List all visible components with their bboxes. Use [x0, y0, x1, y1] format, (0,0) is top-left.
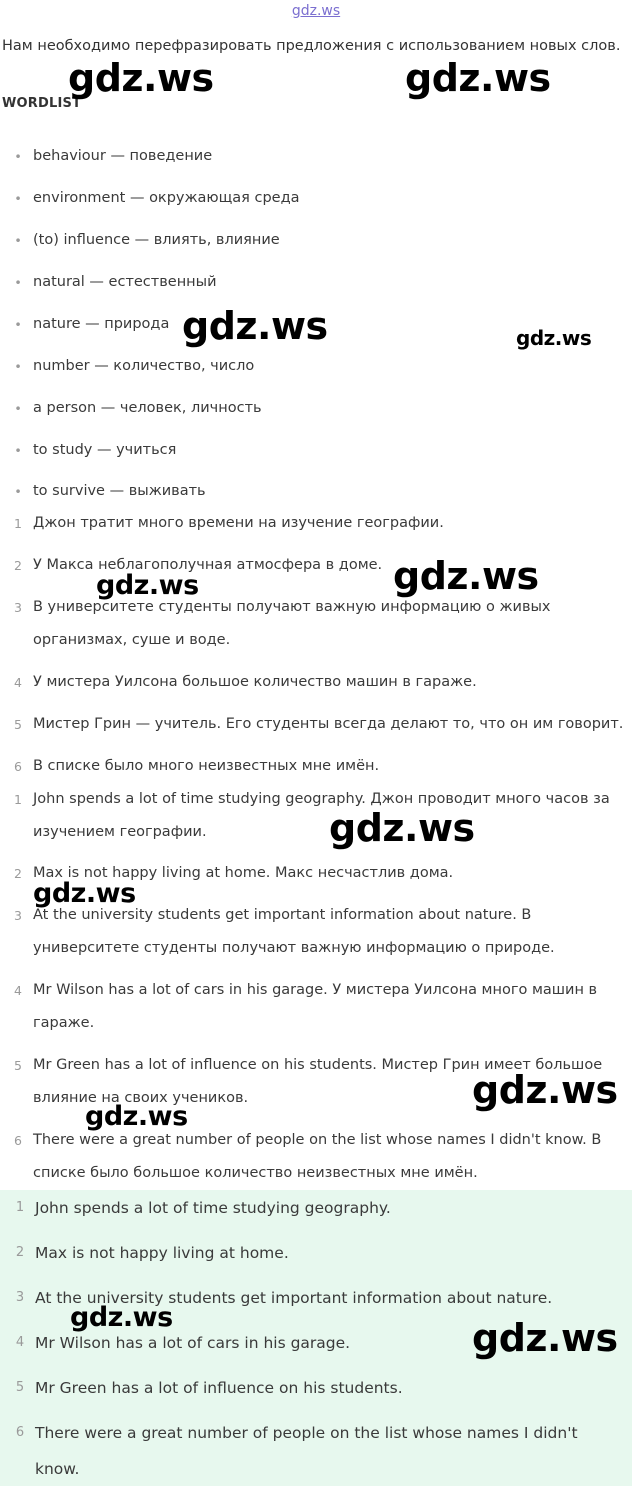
item-number: 2: [14, 866, 22, 881]
item-number: 6: [14, 1133, 22, 1148]
wordlist-item: • nature — природа: [0, 308, 632, 341]
item-number: 6: [15, 1425, 25, 1440]
watermark: gdz.ws: [329, 806, 475, 850]
watermark: gdz.ws: [182, 304, 328, 348]
item-number: 1: [15, 1200, 25, 1215]
task-sentence: 3 В университете студенты получают важную информацию о живых организмах, суше и воде.: [0, 591, 632, 657]
bullet-icon: •: [14, 149, 22, 164]
wordlist-item: • (to) influence — влиять, влияние: [0, 224, 632, 257]
answer-translated: 1 John spends a lot of time studying geography. Джон проводит много часов за изучением географии.: [0, 783, 632, 849]
wordlist-heading: WORDLIST: [2, 96, 82, 111]
watermark: gdz.ws: [68, 56, 214, 100]
watermark: gdz.ws: [472, 1316, 618, 1360]
item-number: 2: [14, 558, 22, 573]
wordlist-item: • to survive — выживать: [0, 475, 632, 508]
intro-text: Нам необходимо перефразировать предложения с использованием новых слов.: [2, 38, 621, 54]
watermark: gdz.ws: [85, 1101, 188, 1132]
item-number: 3: [14, 908, 22, 923]
item-number: 2: [15, 1245, 25, 1260]
watermark: gdz.ws: [472, 1068, 618, 1112]
item-number: 3: [14, 600, 22, 615]
item-number: 4: [15, 1335, 25, 1350]
watermark: gdz.ws: [405, 56, 551, 100]
site-link[interactable]: gdz.ws: [291, 3, 341, 19]
wordlist-item: • number — количество, число: [0, 350, 632, 383]
answer-translated: 3 At the university students get important information about nature. В университете студенты получают важную информацию о природе.: [0, 899, 632, 965]
bullet-icon: •: [14, 317, 22, 332]
watermark: gdz.ws: [393, 554, 539, 598]
watermark: gdz.ws: [516, 326, 592, 350]
answer-item: 6 There were a great number of people on the list whose names I didn't know.: [0, 1415, 632, 1487]
wordlist-item: • behaviour — поведение: [0, 140, 632, 173]
answer-translated: 2 Max is not happy living at home. Макс несчастлив дома.: [0, 857, 632, 890]
task-sentence: 6 В списке было много неизвестных мне имён.: [0, 750, 632, 783]
item-number: 5: [14, 717, 22, 732]
bullet-icon: •: [14, 275, 22, 290]
wordlist-item: • environment — окружающая среда: [0, 182, 632, 215]
answer-item: 1 John spends a lot of time studying geography.: [0, 1190, 632, 1226]
bullet-icon: •: [14, 401, 22, 416]
watermark: gdz.ws: [70, 1302, 173, 1333]
item-number: 5: [15, 1380, 25, 1395]
task-sentence: 1 Джон тратит много времени на изучение географии.: [0, 507, 632, 540]
item-number: 4: [14, 983, 22, 998]
watermark: gdz.ws: [96, 570, 199, 601]
item-number: 1: [14, 792, 22, 807]
bullet-icon: •: [14, 233, 22, 248]
wordlist-item: • a person — человек, личность: [0, 392, 632, 425]
task-sentence: 5 Мистер Грин — учитель. Его студенты всегда делают то, что он им говорит.: [0, 708, 632, 741]
item-number: 6: [14, 759, 22, 774]
answer-item: 4 Mr Wilson has a lot of cars in his garage.: [0, 1325, 632, 1361]
watermark: gdz.ws: [33, 878, 136, 909]
wordlist-item: • natural — естественный: [0, 266, 632, 299]
answer-item: 5 Mr Green has a lot of influence on his students.: [0, 1370, 632, 1406]
bullet-icon: •: [14, 191, 22, 206]
answer-item: 2 Max is not happy living at home.: [0, 1235, 632, 1271]
item-number: 5: [14, 1058, 22, 1073]
item-number: 1: [14, 516, 22, 531]
item-number: 3: [15, 1290, 25, 1305]
answer-translated: 4 Mr Wilson has a lot of cars in his garage. У мистера Уилсона много машин в гараже.: [0, 974, 632, 1040]
task-sentence: 4 У мистера Уилсона большое количество машин в гараже.: [0, 666, 632, 699]
answer-translated: 6 There were a great number of people on the list whose names I didn't know. В списке было большое количество неизвестных мне имён.: [0, 1124, 632, 1190]
bullet-icon: •: [14, 443, 22, 458]
answer-item: 3 At the university students get important information about nature.: [0, 1280, 632, 1316]
bullet-icon: •: [14, 359, 22, 374]
item-number: 4: [14, 675, 22, 690]
wordlist-item: • to study — учиться: [0, 434, 632, 467]
bullet-icon: •: [14, 484, 22, 499]
answer-translated: 5 Mr Green has a lot of influence on his students. Мистер Грин имеет большое влияние на своих учеников.: [0, 1049, 632, 1115]
task-sentence: 2 У Макса неблагополучная атмосфера в доме.: [0, 549, 632, 582]
